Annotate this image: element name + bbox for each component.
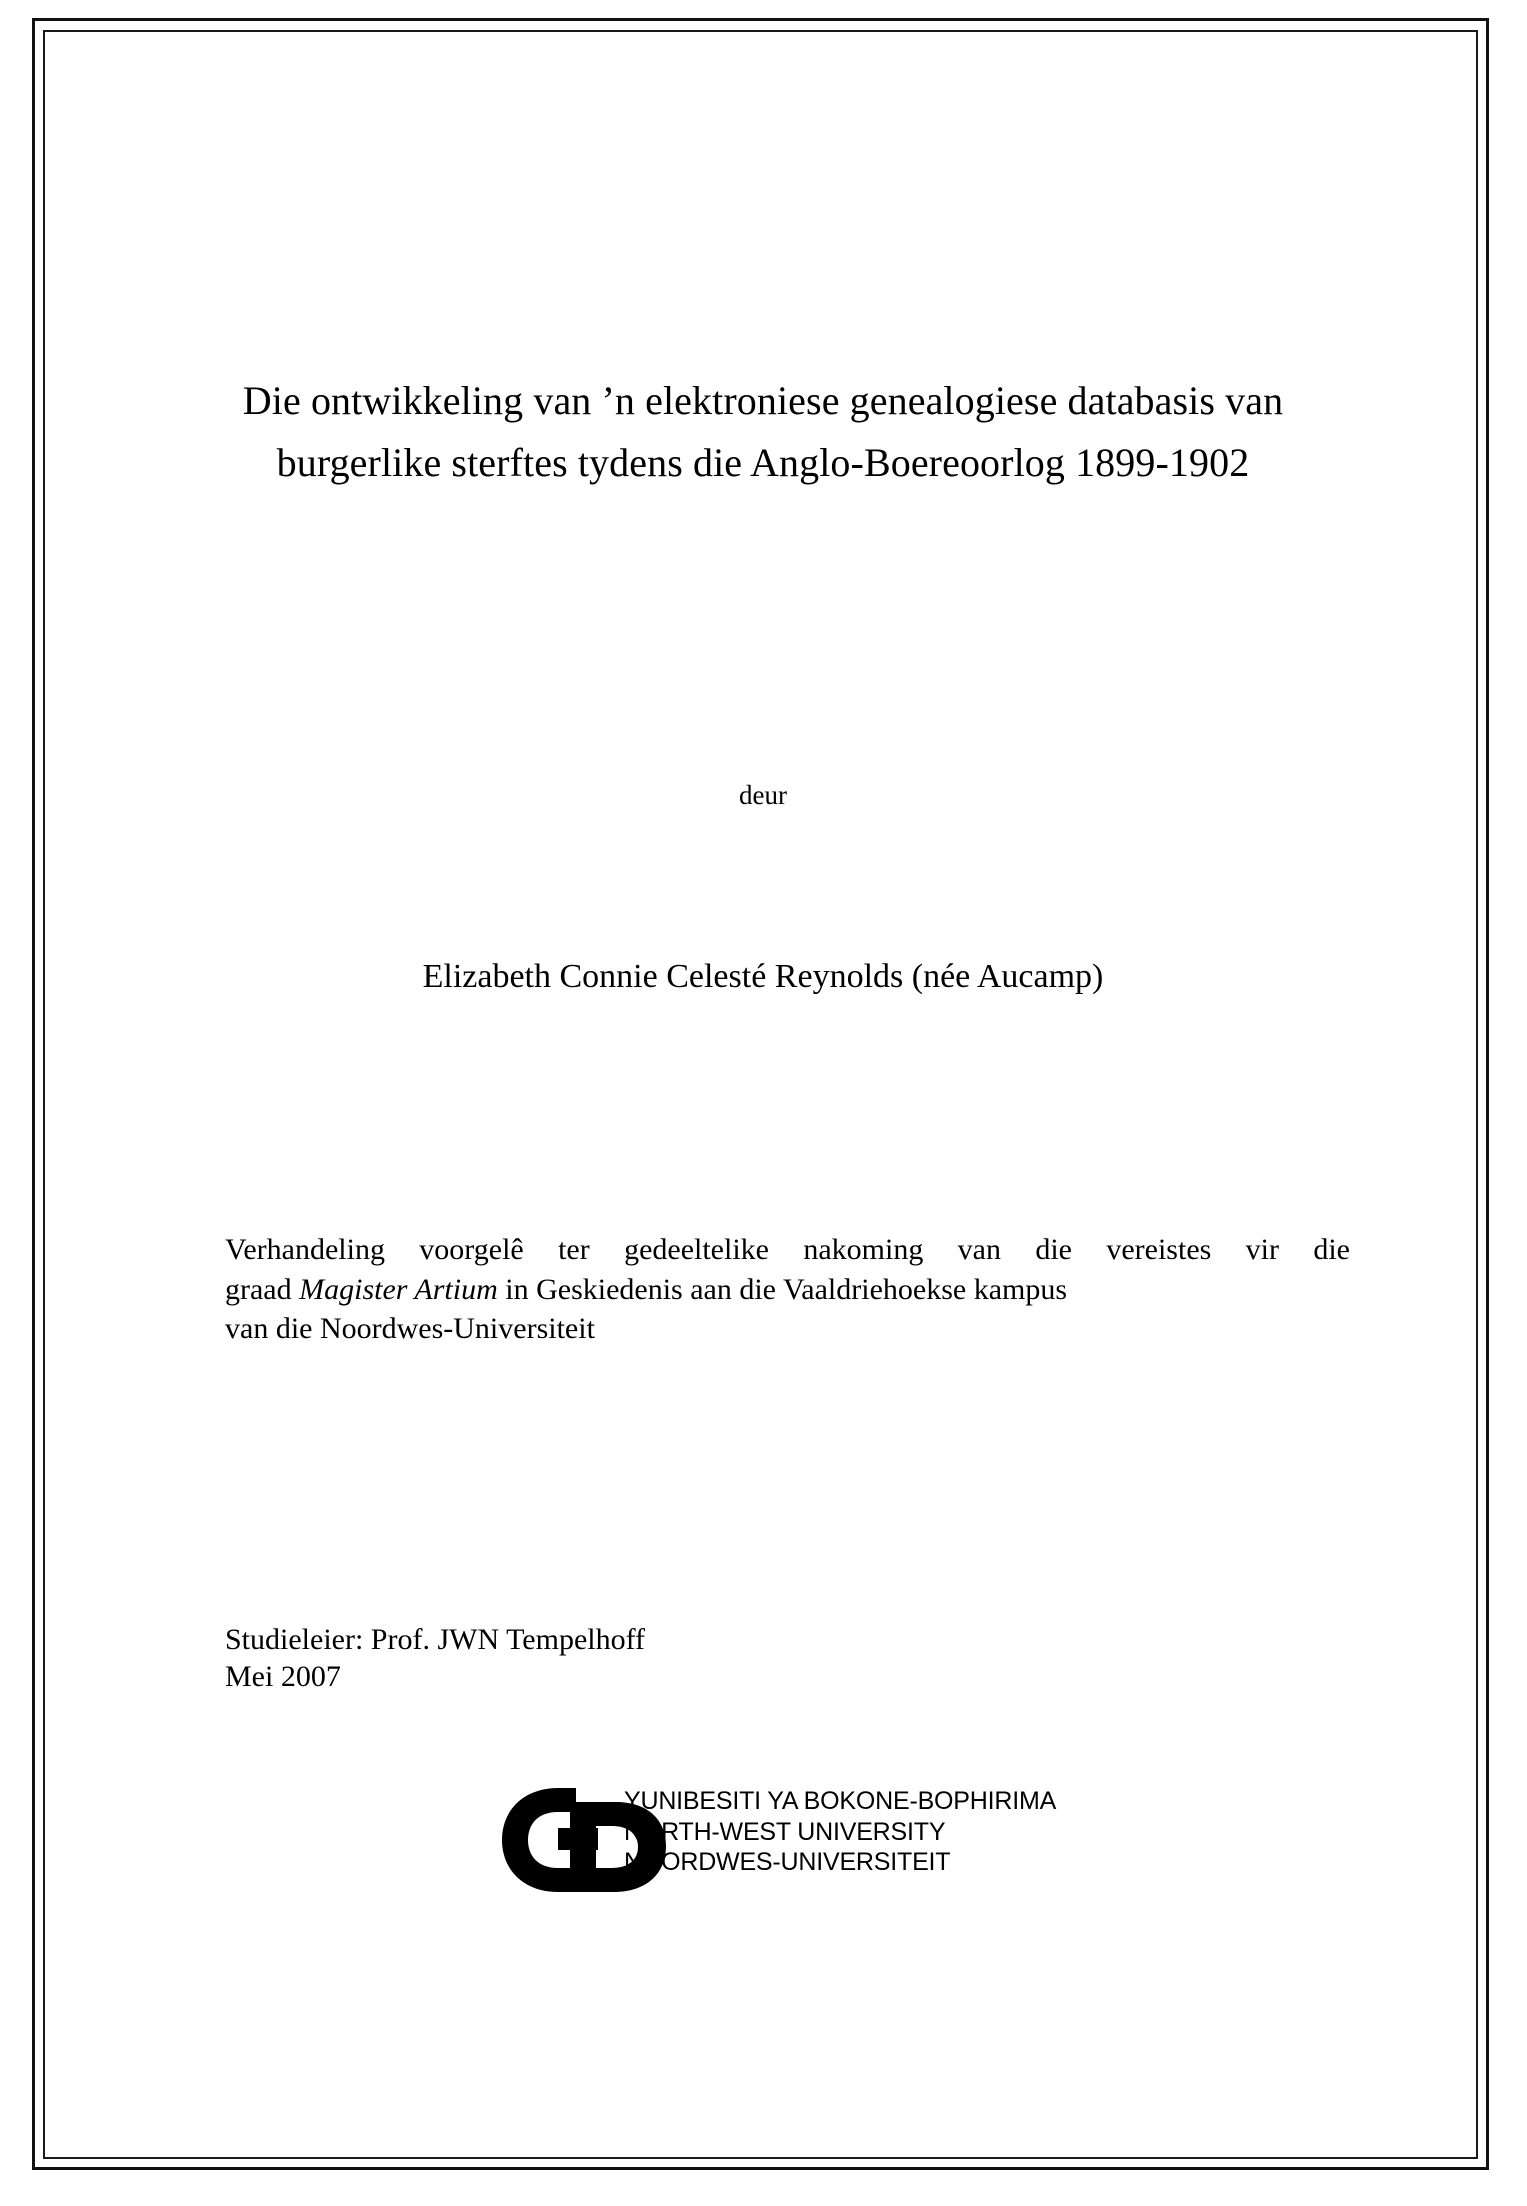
title-line-2: burgerlike sterftes tydens die Anglo-Boereoorlog 1899-1902 bbox=[276, 440, 1250, 485]
author-name: Elizabeth Connie Celesté Reynolds (née Aucamp) bbox=[422, 958, 1104, 995]
logo-text-line-1: YUNIBESITI YA BOKONE-BOPHIRIMA bbox=[624, 1787, 1057, 1815]
degree-statement-line-3: van die Noordwes-Universiteit bbox=[225, 1312, 595, 1346]
degree-statement-line-2-suffix: in Geskiedenis aan die Vaaldriehoekse kampus bbox=[497, 1272, 1068, 1306]
supervisor-line: Studieleier: Prof. JWN Tempelhoff bbox=[225, 1623, 646, 1656]
degree-statement-line-2-prefix: graad bbox=[225, 1272, 300, 1306]
degree-statement bbox=[225, 1230, 1350, 1349]
thesis-title bbox=[183, 370, 1343, 494]
degree-statement-line-1: Verhandeling voorgelê ter gedeeltelike nakoming van die vereistes vir die bbox=[225, 1233, 1350, 1266]
by-label: deur bbox=[739, 780, 787, 810]
university-logo-text bbox=[624, 1786, 1056, 1878]
degree-name-italic: Magister Artium bbox=[299, 1272, 498, 1306]
logo-text-line-3: NOORDWES-UNIVERSITEIT bbox=[624, 1848, 951, 1876]
university-logo bbox=[498, 1778, 1138, 1908]
date-line: Mei 2007 bbox=[225, 1660, 341, 1693]
degree-statement-line-2 bbox=[225, 1270, 1350, 1310]
page-content bbox=[43, 30, 1478, 2159]
title-line-1: Die ontwikkeling van ’n elektroniese genealogiese databasis van bbox=[242, 378, 1284, 423]
logo-text-line-2: NORTH-WEST UNIVERSITY bbox=[624, 1817, 946, 1846]
